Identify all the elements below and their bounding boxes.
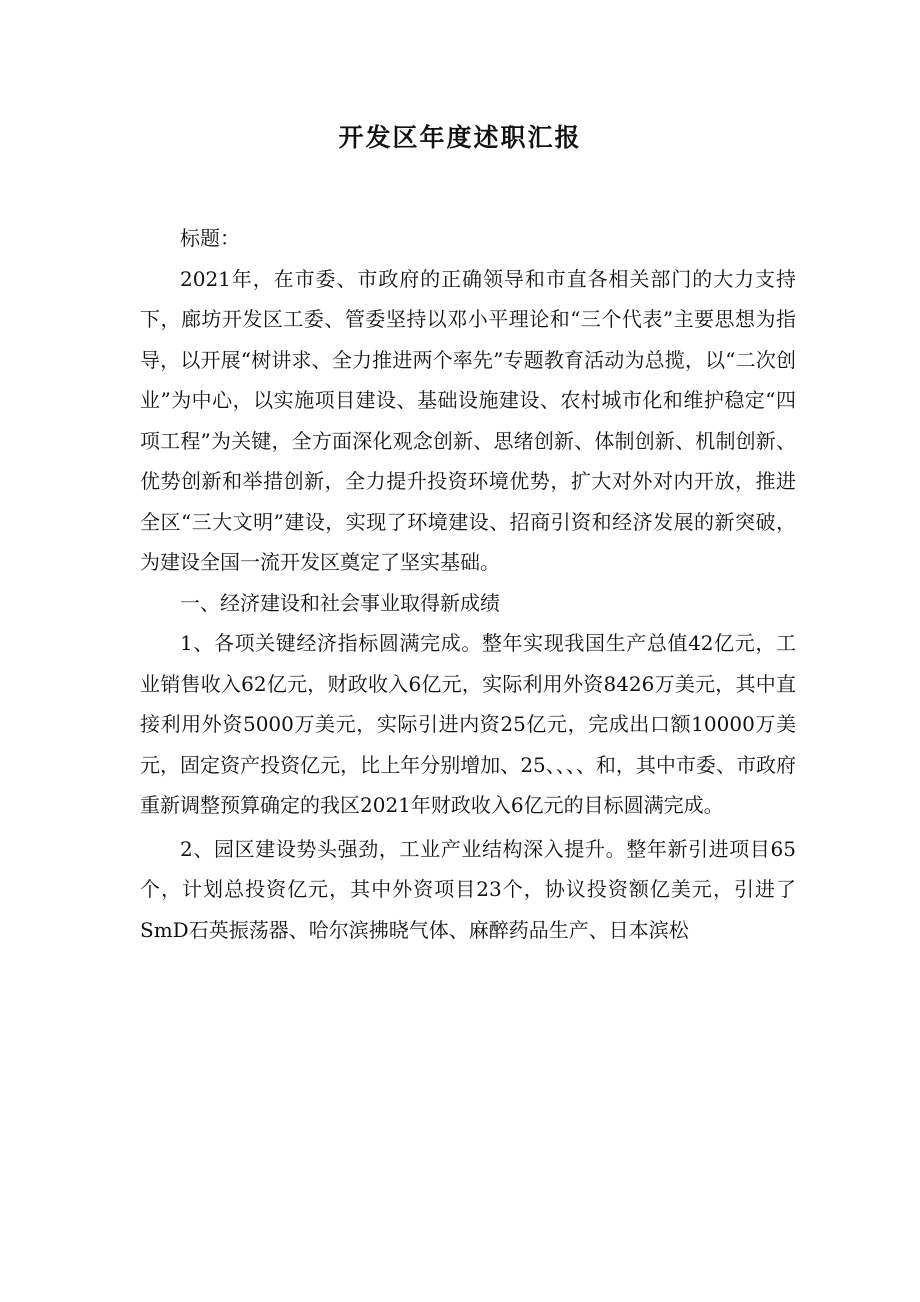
intro-paragraph: 2021年，在市委、市政府的正确领导和市直各相关部门的大力支持下，廊坊开发区工委、管委坚持以邓小平理论和“三个代表”主要思想为指导，以开展“树讲求、全力推进两个率先”专题教育活动为总揽，以“二次创业”为中心，以实施项目建设、基础设施建设、农村城市化和维护稳定“四项工程”为关键，全方面深化观念创新、思绪创新、体制创新、机制创新、优势创新和举措创新，全力提升投资环境优势，扩大对外对内开放，推进全区“三大文明”建设，实现了环境建设、招商引资和经济发展的新突破，为建设全国一流开发区奠定了坚实基础。 xyxy=(140,266,796,574)
heading-label-paragraph: 标题： xyxy=(180,226,240,250)
document-body xyxy=(140,218,796,950)
park-construction-paragraph: 2、园区建设势头强劲，工业产业结构深入提升。整年新引进项目65个，计划总投资亿元，其中外资项目23个，协议投资额亿美元，引进了SmD石英振荡器、哈尔滨拂晓气体、麻醉药品生产、日本滨松 xyxy=(140,836,796,942)
document-title: 开发区年度述职汇报 xyxy=(338,123,582,152)
economic-indicators-paragraph: 1、各项关键经济指标圆满完成。整年实现我国生产总值42亿元，工业销售收入62亿元，财政收入6亿元，实际利用外资8426万美元，其中直接利用外资5000万美元，实际引进内资25亿元，完成出口额10000万美元，固定资产投资亿元，比上年分别增加、25、、、、和，其中市委、市政府重新调整预算确定的我区2021年财政收入6亿元的目标圆满完成。 xyxy=(140,631,796,817)
section-heading-paragraph: 一、经济建设和社会事业取得新成绩 xyxy=(180,590,500,615)
